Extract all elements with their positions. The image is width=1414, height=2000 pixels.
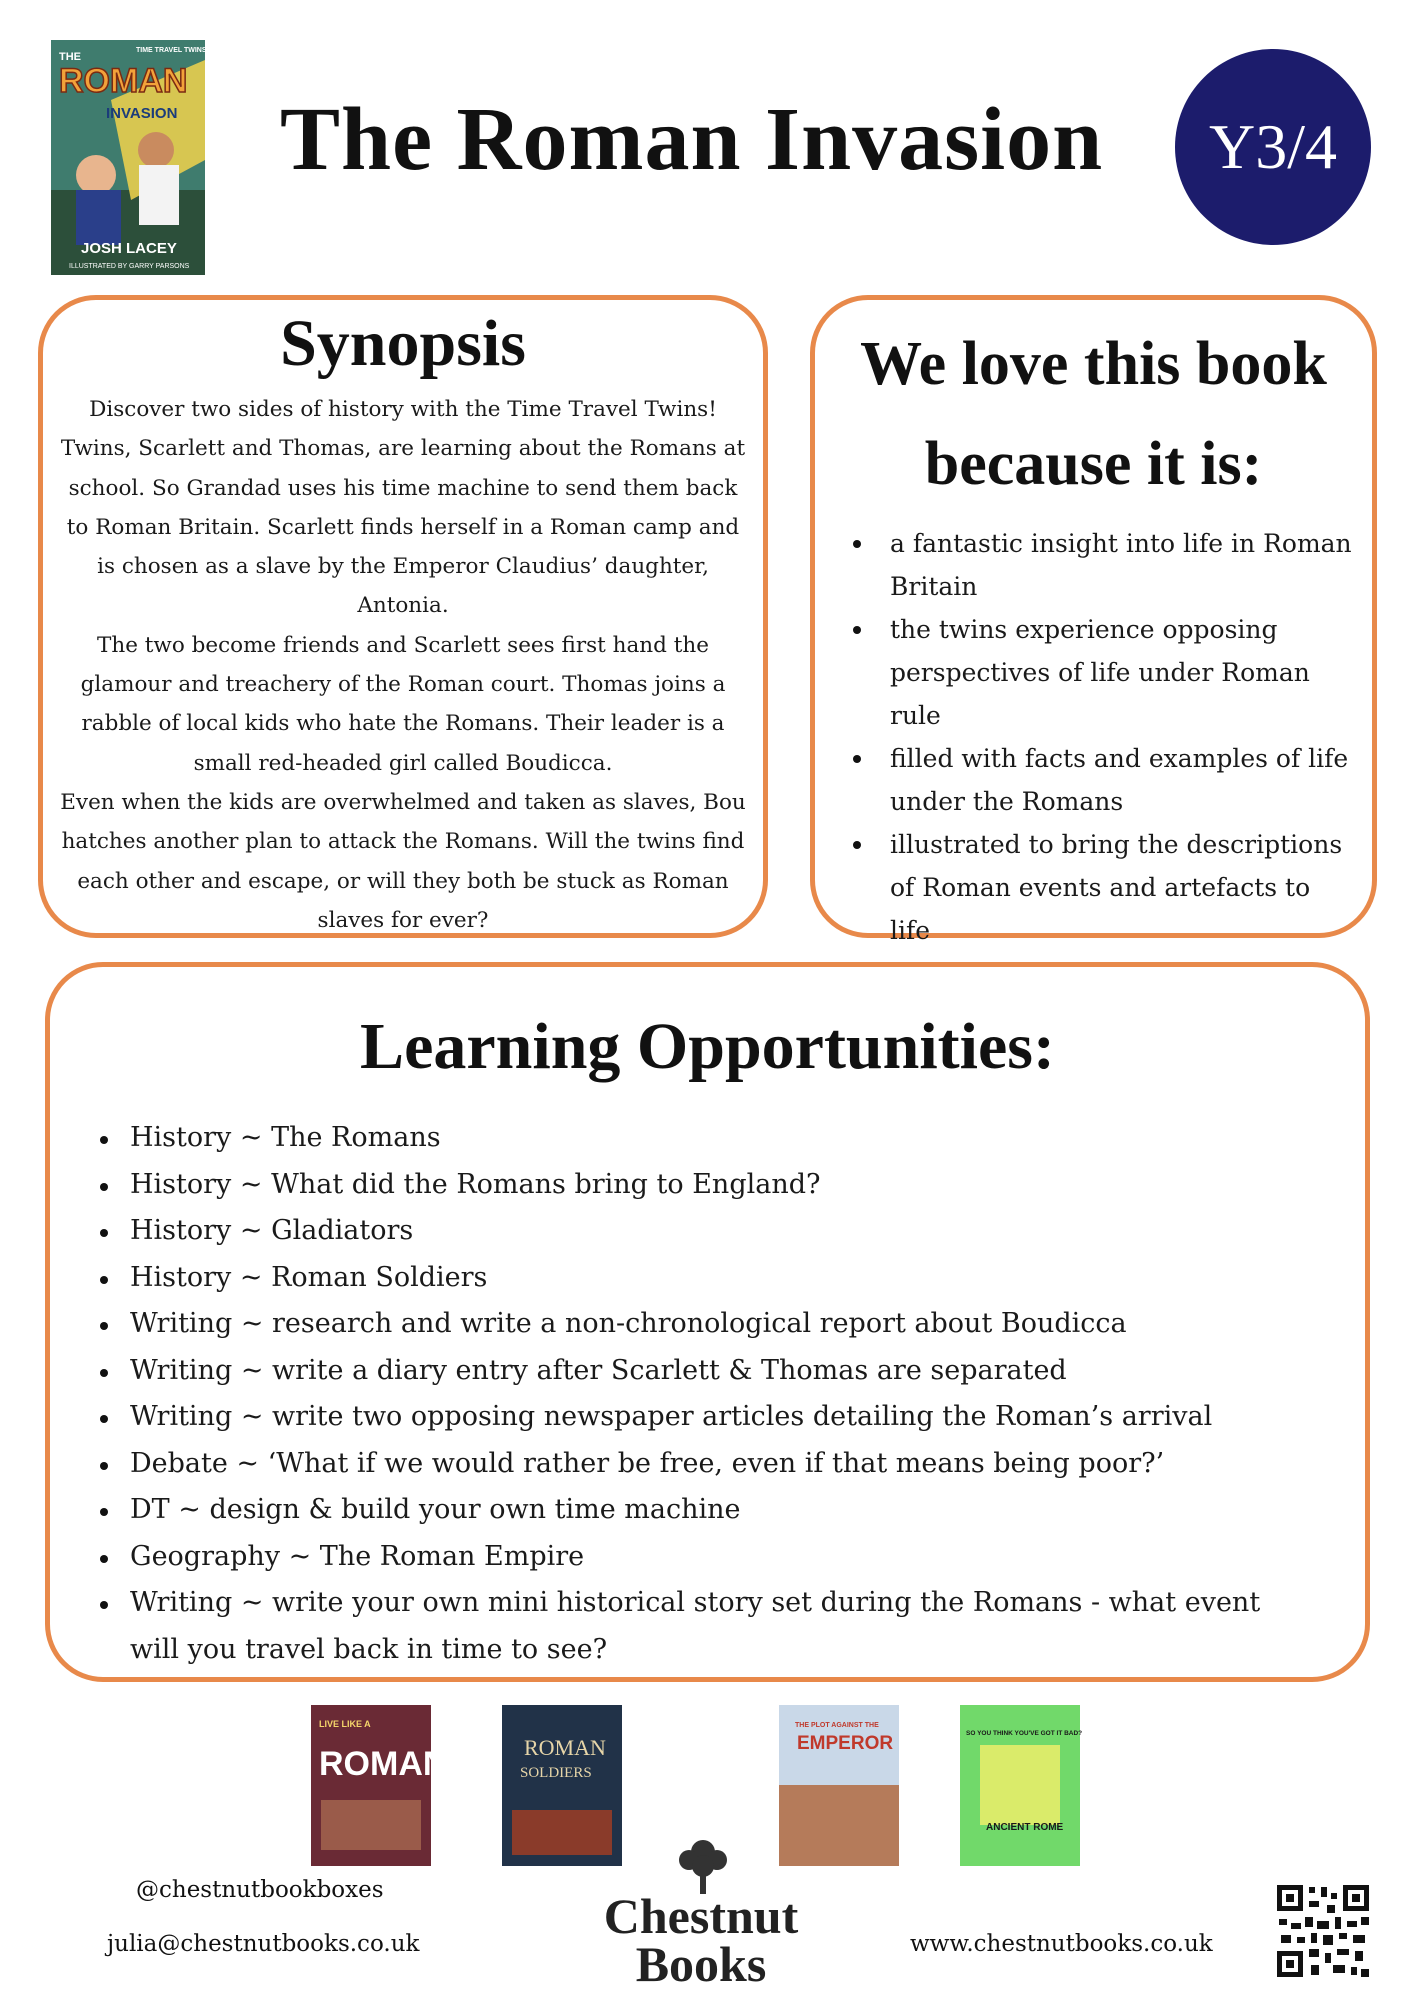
learning-list-item: DT ~ design & build your own time machine: [100, 1487, 1305, 1534]
synopsis-panel: [38, 295, 768, 938]
related-book-cover-live-like-a-roman: [311, 1705, 448, 1866]
learning-list-item: History ~ Gladiators: [100, 1208, 1305, 1255]
cover-title-sub: INVASION: [106, 105, 178, 122]
synopsis-paragraph: Discover two sides of history with the Time Travel Twins! Twins, Scarlett and Thomas, are learning about the Romans at school. So Grandad uses his time machine to send them back to Roman Britain. Scarlett finds herself in a Roman camp and is chosen as a slave by the Emperor Claudius’ daughter, Antonia.: [60, 397, 746, 619]
learning-panel: [45, 962, 1370, 1682]
related-book-4-line2: ANCIENT ROME: [986, 1822, 1064, 1833]
related-book-2-line1: ROMAN: [524, 1735, 606, 1760]
love-heading-line2: because it is:: [924, 430, 1263, 498]
love-heading-line1: We love this book: [860, 330, 1327, 398]
related-book-2-line2: SOLDIERS: [520, 1765, 592, 1781]
cover-series: TIME TRAVEL TWINS: [136, 47, 207, 54]
learning-heading: Learning Opportunities:: [360, 1010, 1055, 1083]
logo-word-chestnut: Chestnut: [603, 1888, 799, 1944]
cover-title-main: ROMAN: [59, 62, 188, 100]
qr-code-icon[interactable]: [1275, 1883, 1371, 1979]
love-heading: [815, 314, 1372, 514]
synopsis-paragraph: The two become friends and Scarlett sees first hand the glamour and treachery of the Roman court. Thomas joins a rabble of local kids who hate the Romans. Their leader is a small red-headed girl called Boudicca.: [80, 632, 726, 776]
related-book-3-line1: THE PLOT AGAINST THE: [795, 1722, 879, 1729]
tree-icon: [673, 1836, 733, 1896]
learning-list: [50, 1115, 1365, 1673]
learning-list-item: Writing ~ write two opposing newspaper articles detailing the Roman’s arrival: [100, 1394, 1305, 1441]
related-book-1-line1: LIVE LIKE A: [319, 1719, 371, 1729]
related-book-3-line2: EMPEROR: [797, 1733, 894, 1754]
love-panel: [810, 295, 1377, 945]
learning-list-item: Debate ~ ‘What if we would rather be free, even if that means being poor?’: [100, 1441, 1305, 1488]
related-book-4-line1: SO YOU THINK YOU'VE GOT IT BAD?: [966, 1730, 1083, 1737]
website-link[interactable]: www.chestnutbooks.co.uk: [910, 1931, 1213, 1957]
learning-list-item: Geography ~ The Roman Empire: [100, 1534, 1305, 1581]
synopsis-text: [43, 384, 763, 940]
cover-author: JOSH LACEY: [81, 240, 177, 257]
synopsis-heading: Synopsis: [280, 307, 526, 380]
love-list-item: a fantastic insight into life in Roman Britain: [853, 522, 1358, 608]
learning-list-item: Writing ~ write your own mini historical story set during the Romans - what event will you travel back in time to see?: [100, 1580, 1305, 1673]
chestnut-books-logo: [576, 1836, 826, 1996]
learning-list-item: History ~ Roman Soldiers: [100, 1255, 1305, 1302]
learning-list-item: History ~ The Romans: [100, 1115, 1305, 1162]
logo-word-books: Books: [635, 1936, 767, 1992]
learning-list-item: Writing ~ research and write a non-chronological report about Boudicca: [100, 1301, 1305, 1348]
learning-list-item: History ~ What did the Romans bring to England?: [100, 1162, 1305, 1209]
related-book-cover-so-you-think-youve-got-it-bad: [960, 1705, 1083, 1866]
cover-title-top: THE: [59, 51, 81, 63]
love-list-item: filled with facts and examples of life under the Romans: [853, 737, 1358, 823]
learning-list-item: Writing ~ write a diary entry after Scarlett & Thomas are separated: [100, 1348, 1305, 1395]
related-book-1-line2: ROMAN: [319, 1745, 448, 1783]
love-list-item: illustrated to bring the descriptions of Roman events and artefacts to life: [853, 823, 1358, 952]
love-list-item: the twins experience opposing perspectives of life under Roman rule: [853, 608, 1358, 737]
synopsis-paragraph: Even when the kids are overwhelmed and taken as slaves, Bou hatches another plan to attack the Romans. Will the twins find each other and escape, or will they both be stuck as Roman slaves for ever?: [60, 789, 746, 933]
cover-illustrator: ILLUSTRATED BY GARRY PARSONS: [69, 263, 190, 270]
year-badge: Y3/4: [1175, 49, 1371, 245]
page-title: The Roman Invasion: [280, 90, 1104, 189]
book-cover-image: [51, 40, 205, 275]
book-cover-art: [51, 40, 205, 275]
social-handle[interactable]: @chestnutbookboxes: [136, 1877, 384, 1903]
email-link[interactable]: julia@chestnutbooks.co.uk: [107, 1931, 420, 1957]
love-list: [815, 522, 1372, 952]
